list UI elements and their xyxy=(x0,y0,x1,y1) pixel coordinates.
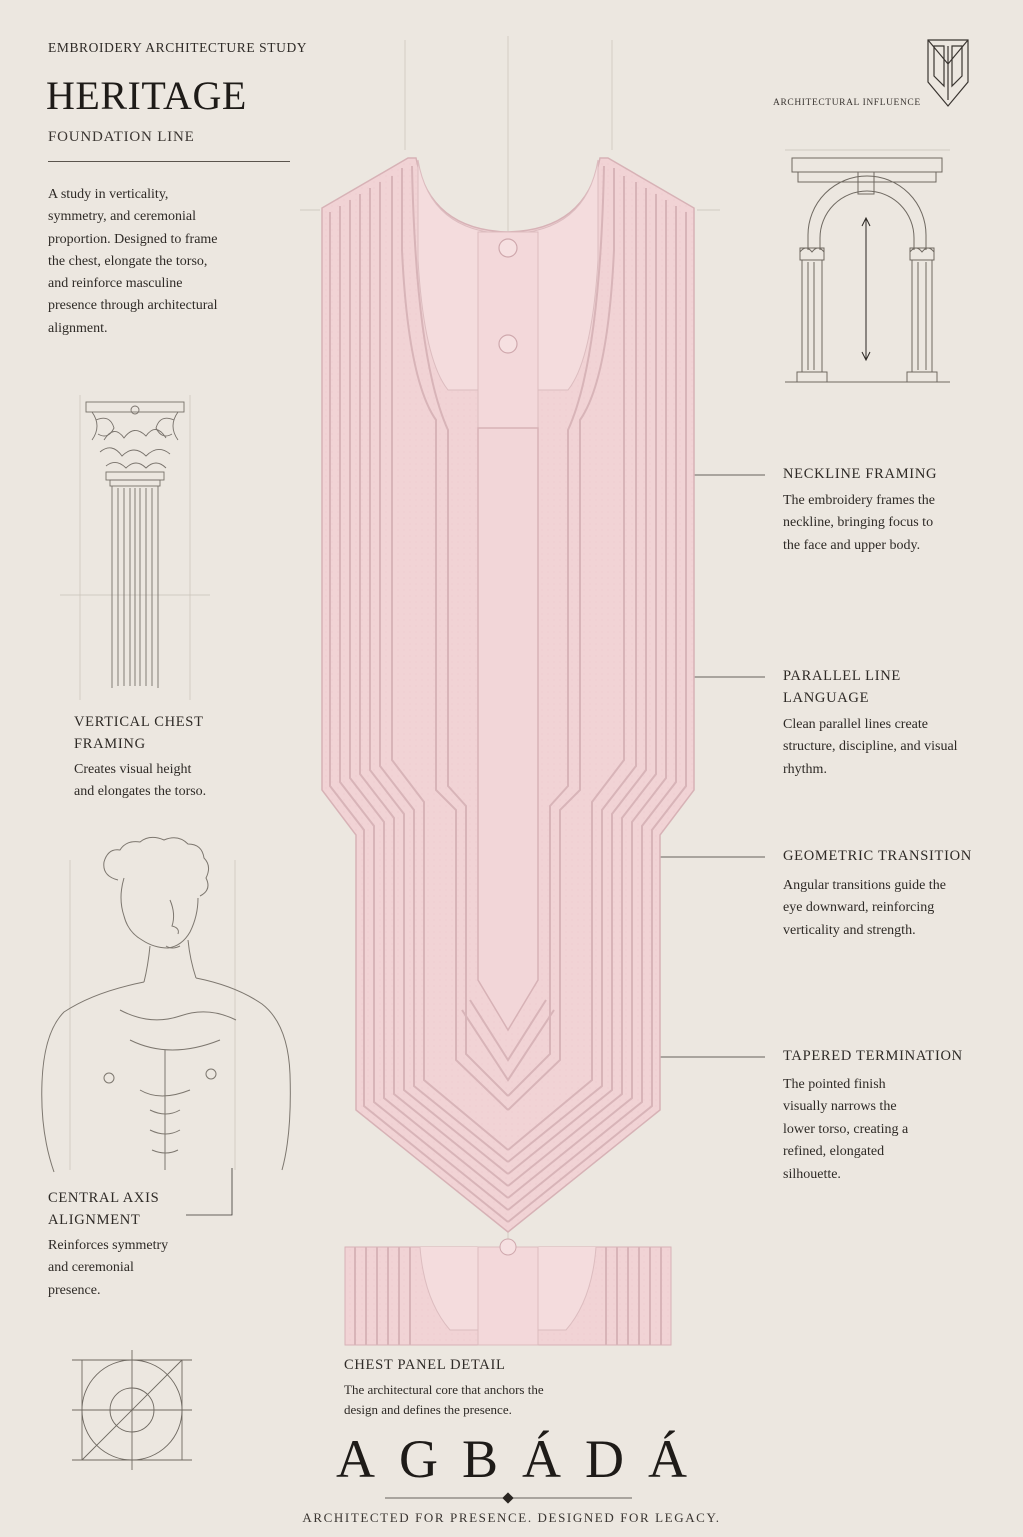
annotation-title: CENTRAL AXIS xyxy=(48,1190,160,1206)
button-icon xyxy=(499,239,517,257)
annotation-text: The pointed finish visually narrows the lower torso, creating a refined, elongated silhouette. xyxy=(783,1077,909,1182)
detail-text: The architectural core that anchors the design and defines the presence. xyxy=(344,1382,544,1417)
intro-paragraph: A study in verticality, symmetry, and ceremonial proportion. Designed to frame the chest, elongate the torso, and reinforce masculine presence through architectural alignment. xyxy=(48,187,218,336)
annotation-text: Clean parallel lines create structure, discipline, and visual rhythm. xyxy=(783,717,958,777)
annotation-geometric-transition xyxy=(783,845,983,942)
annotation-parallel-line-language xyxy=(783,665,983,781)
annotation-text: The embroidery frames the neckline, bringing focus to the face and upper body. xyxy=(783,493,935,553)
architectural-influence-label: ARCHITECTURAL INFLUENCE xyxy=(773,98,921,108)
corinthian-column-icon xyxy=(86,402,184,688)
title-divider xyxy=(48,161,290,162)
annotation-title: NECKLINE FRAMING xyxy=(783,466,938,482)
chest-panel-detail-caption xyxy=(344,1354,564,1420)
brand-tagline: ARCHITECTED FOR PRESENCE. DESIGNED FOR LEGACY. xyxy=(302,1510,721,1525)
annotation-title: TAPERED TERMINATION xyxy=(783,1048,963,1064)
annotation-text: Reinforces symmetry and ceremonial presence. xyxy=(48,1238,169,1298)
annotation-title: VERTICAL CHEST xyxy=(74,714,204,730)
embroidery-panel xyxy=(322,158,694,1232)
david-bust-icon xyxy=(42,837,291,1172)
annotation-text: Creates visual height and elongates the torso. xyxy=(74,762,207,800)
page-subtitle: FOUNDATION LINE xyxy=(48,129,195,145)
brand-divider xyxy=(385,1492,632,1503)
logo-mark-icon xyxy=(928,40,968,106)
annotation-title: FRAMING xyxy=(74,736,146,752)
annotation-vertical-chest-framing xyxy=(74,711,234,804)
annotation-text: Angular transitions guide the eye downward, reinforcing verticality and strength. xyxy=(783,878,946,938)
annotation-title: GEOMETRIC TRANSITION xyxy=(783,848,972,864)
brand-wordmark: AGBÁDÁ xyxy=(335,1429,711,1489)
chest-panel-detail-image xyxy=(345,1239,671,1345)
annotation-neckline-framing xyxy=(783,463,953,557)
page-title: HERITAGE xyxy=(46,73,247,118)
annotation-title: PARALLEL LINE LANGUAGE xyxy=(783,668,901,706)
button-icon xyxy=(499,335,517,353)
arch-icon xyxy=(785,158,950,382)
eyebrow-text: EMBROIDERY ARCHITECTURE STUDY xyxy=(48,40,308,55)
annotation-central-axis-alignment xyxy=(48,1187,198,1302)
annotation-title: ALIGNMENT xyxy=(48,1212,141,1228)
detail-title: CHEST PANEL DETAIL xyxy=(344,1357,506,1373)
annotation-tapered-termination xyxy=(783,1045,983,1186)
